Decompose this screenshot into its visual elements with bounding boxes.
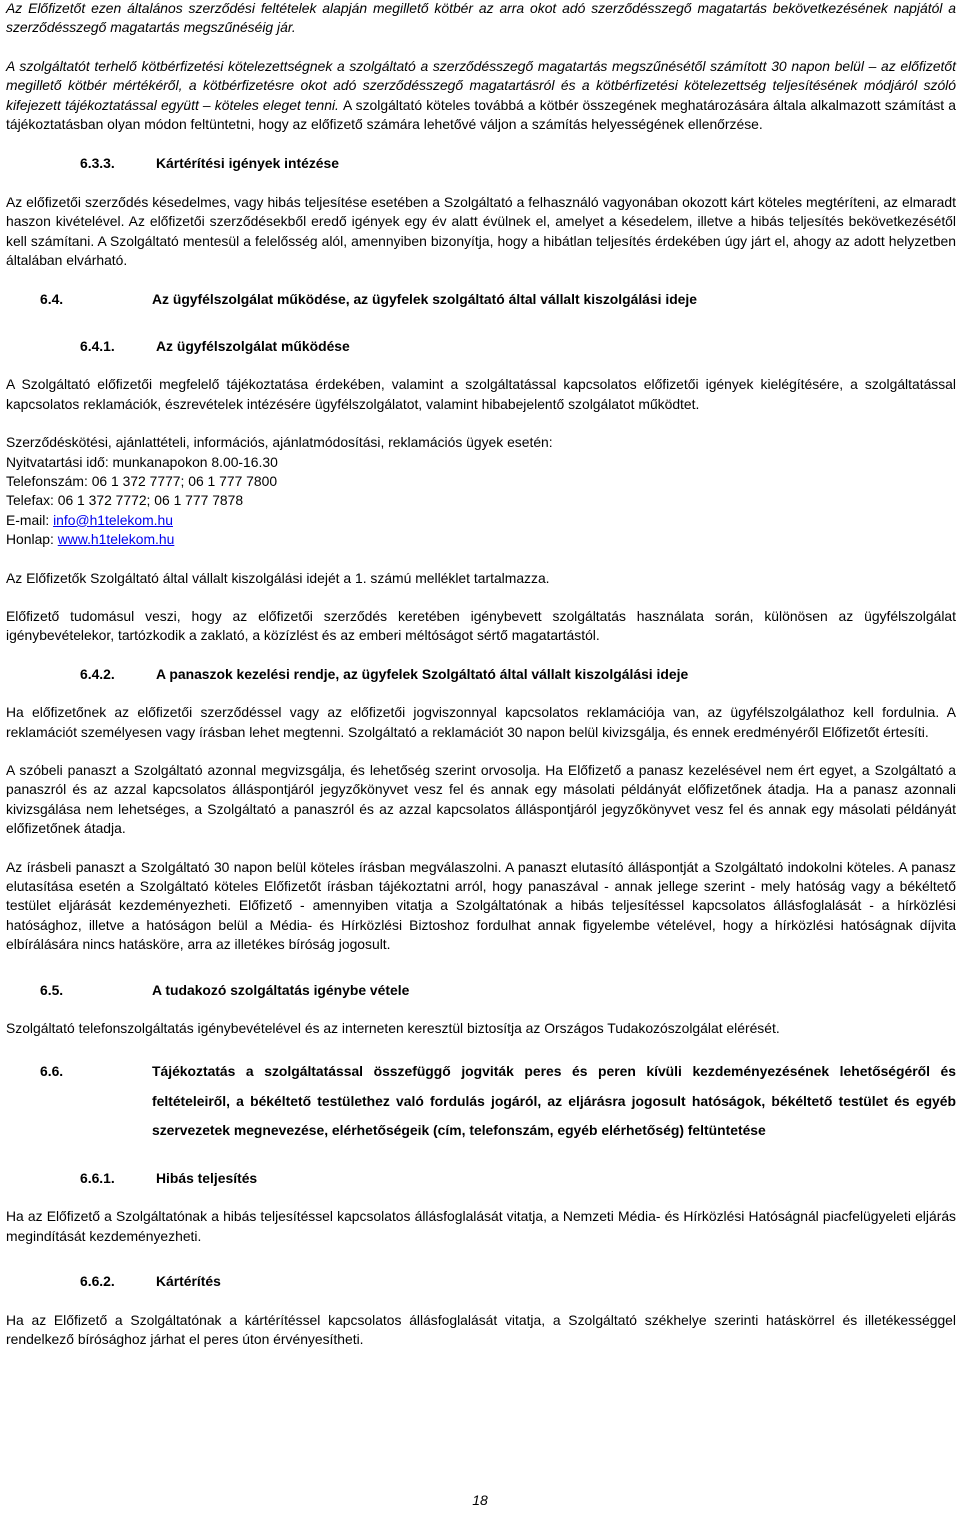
heading-number: 6.5. [40,981,64,998]
melleklet-paragraph: Az Előfizetők Szolgáltató által vállalt kiszolgálási idejét a 1. számú melléklet tartalmazza. [6,569,550,586]
email-label: E-mail: [6,511,54,528]
kotber-text-2: A szolgáltató köteles továbbá a kötbér összegének meghatározására általa alkalmazott számítást a tájékoztatásban olyan módon feltüntetni, hogy az előfizető számára lehetővé váljon a számítás helyességének ellenőrzése. [6,96,956,133]
heading-number: 6.4.2. [80,665,115,682]
contact-web-line [6,530,956,549]
heading-6-6-1 [6,1169,956,1188]
heading-number: 6.4.1. [80,337,115,354]
paragraph-6-4-1: A Szolgáltató előfizetői megfelelő tájékoztatása érdekében, valamint a szolgáltatással kapcsolatos előfizetői igények kielégítésére, a szolgáltatással kapcsolatos reklamációk, észrevételek intézésére ügyfélszolgálatot, valamint hibabejelentő szolgálatot működtet. [6,376,956,412]
contact-fax: Telefax: 06 1 372 7772; 06 1 777 7878 [6,492,244,509]
zaklato-paragraph: Előfizető tudomásul veszi, hogy az előfizetői szerződés keretében igénybevett szolgáltatás használata során, különösen az ügyfélszolgálat igénybevételekor, tartózkodik a zaklató, a közízlést és az emberi méltóságot sértő magatartástól. [6,607,956,644]
heading-6-4-2 [6,665,956,684]
heading-title: Tájékoztatás a szolgáltatással összefüggő jogviták peres és peren kívüli kezdeményezésének lehetőségéről és feltételeiről, a békéltető testülethez való fordulás jogáról, az eljárásra jogosult hatóságok, békéltető testület és egyéb szervezetek megnevezése, elérhetőségeik (cím, telefonszám, egyéb elérhetőség) feltüntetése [152,1063,956,1138]
paragraph-6-4-2-a: Ha előfizetőnek az előfizetői szerződéssel vagy az előfizetői jogviszonnyal kapcsolatos reklamációja van, az ügyfélszolgálathoz kell fordulnia. A reklamációt személyesen vagy írásban lehet megtenni. Szolgáltató a reklamációt 30 napon belül kivizsgálja, és ennek eredményéről Előfizetőt értesíti. [6,704,956,740]
paragraph-6-6-1: Ha az Előfizető a Szolgáltatónak a hibás teljesítéssel kapcsolatos állásfoglalását vitatja, a Nemzeti Média- és Hírközlési Hatóságnál piacfelügyeleti eljárás megindítását kezdeményezheti. [6,1208,956,1244]
web-label: Honlap: [6,531,58,548]
heading-number: 6.6. [40,1063,64,1080]
paragraph-6-4-2-b: A szóbeli panaszt a Szolgáltató azonnal megvizsgálja, és lehetőség szerint orvosolja. Ha Előfizető a panasz kezelésével nem ért egyet, a Szolgáltató a panaszról és az azzal kapcsolatos álláspontjáról jegyzőkönyvet vesz fel és annak egy másolati példányát előfizetőnek átadja. Ha a panasz azonnali kivizsgálása nem lehetséges, a Szolgáltató a panaszról és az azzal kapcsolatos álláspontjáról jegyzőkönyvet vesz fel és annak egy másolati példányát előfizetőnek átadja. [6,761,956,837]
website-link[interactable]: www.h1telekom.hu [57,531,175,548]
contact-block [6,433,956,549]
contact-phone: Telefonszám: 06 1 372 7777; 06 1 777 7800 [6,472,278,489]
kotber-text: A szolgáltatót terhelő kötbérfizetési kötelezettségnek a szolgáltató a szerződésszegő magatartás megszűnésétől számított 30 napon belül – az előfizetőt megillető kötbér mértékéről, a kötbérfizetésre okot adó szerződésszegő magatartásról és a kötbérfizetési kötelezettség teljesítésének módjáról szóló kifejezett tájékoztatással együtt – köteles eleget tenni. [6,57,956,113]
heading-6-5 [6,981,956,1000]
heading-number: 6.6.2. [80,1273,115,1290]
heading-6-3-3 [6,154,956,173]
contact-intro: Szerződéskötési, ajánlattételi, információs, ajánlatmódosítási, reklamációs ügyek esetén: [6,434,553,451]
email-link[interactable]: info@h1telekom.hu [53,511,173,528]
intro-paragraph: Az Előfizetőt ezen általános szerződési feltételek alapján megillető kötbér az arra okot adó szerződésszegő magatartás bekövetkezésének napjától a szerződésszegő magatartás megszűnéséig jár. [6,0,956,36]
kotber-paragraph [6,57,956,135]
heading-title: Hibás teljesítés [156,1170,258,1187]
heading-6-6 [6,1057,956,1145]
heading-title: A panaszok kezelési rendje, az ügyfelek Szolgáltató által vállalt kiszolgálási ideje [156,665,689,682]
heading-title: Kártérítés [156,1273,221,1290]
heading-title: Kártérítési igények intézése [156,155,339,172]
document-page [6,0,956,1349]
heading-6-4 [6,290,956,309]
heading-title: Az ügyfélszolgálat működése, az ügyfelek szolgáltató által vállalt kiszolgálási ideje [152,291,697,308]
page-number: 18 [472,1492,488,1508]
paragraph-6-6-2: Ha az Előfizető a Szolgáltatónak a kártérítéssel kapcsolatos állásfoglalását vitatja, a Szolgáltató székhelye szerinti hatáskörrel és illetékességgel rendelkező bírósághoz járhat el peres úton érvényesítheti. [6,1311,956,1348]
heading-title: Az ügyfélszolgálat működése [156,337,350,354]
heading-6-4-1 [6,337,956,356]
paragraph-6-4-2-c: Az írásbeli panaszt a Szolgáltató 30 napon belül köteles írásban megválaszolni. A panaszt elutasító álláspontját a Szolgáltató indokolni köteles. A panasz elutasítása esetén a Szolgáltató köteles Előfizetőt írásban tájékoztatni arról, hogy panaszával - annak jellege szerint - mely hatóság vagy a békéltető testület eljárását kezdeményezheti. Előfizető - amennyiben vitatja a Szolgáltatónak a hibás teljesítéssel kapcsolatos állásfoglalását - a hírközlési hatósághoz, illetve a hatóságon belül a Média- és Hírközlési Biztoshoz fordulhat annak figyelembe vételével, hogy a hírközlési hatóságnak díjvita elbírálására nincs hatásköre, arra az illetékes bíróság jogosult. [6,858,956,953]
heading-number: 6.3.3. [80,155,115,172]
paragraph-6-5: Szolgáltató telefonszolgáltatás igénybevételével és az interneten keresztül biztosítja az Országos Tudakozószolgálat elérését. [6,1020,780,1037]
contact-email-line [6,511,956,530]
heading-title: A tudakozó szolgáltatás igénybe vétele [152,981,410,998]
contact-hours: Nyitvatartási idő: munkanapokon 8.00-16.30 [6,453,278,470]
heading-number: 6.6.1. [80,1170,115,1187]
paragraph-6-3-3: Az előfizetői szerződés késedelmes, vagy hibás teljesítése esetében a Szolgáltató a felhasználó vagyonában okozott kárt köteles megtéríteni, az elmaradt haszon kivételével. Az előfizetői szerződésekből eredő igények egy év alatt évülnek el, amelyet a késedelem, illetve a hibás teljesítés bekövetkezésétől kell számítani. A Szolgáltató mentesül a felelősség alól, amennyiben bizonyítja, hogy a hibátlan teljesítés érdekében úgy járt el, ahogy az adott helyzetben általában elvárható. [6,193,956,269]
heading-number: 6.4. [40,291,64,308]
heading-6-6-2 [6,1272,956,1291]
